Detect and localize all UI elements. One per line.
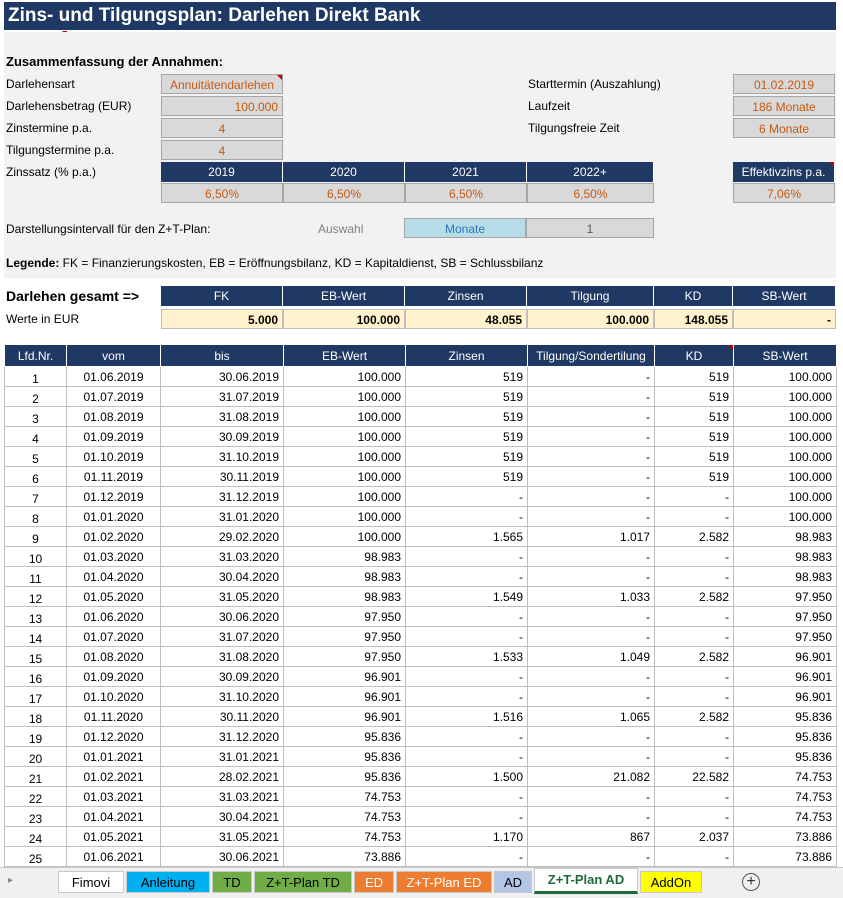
cell-kd[interactable]: - [655,487,734,507]
cell-bis[interactable]: 31.05.2021 [161,827,284,847]
cell-bis[interactable]: 30.11.2019 [161,467,284,487]
cell-tilgung[interactable]: - [528,487,655,507]
tilgungsfrei-field[interactable]: 6 Monate [733,118,835,138]
cell-sb[interactable]: 98.983 [734,527,837,547]
cell-sb[interactable]: 96.901 [734,687,837,707]
cell-vom[interactable]: 01.09.2019 [67,427,161,447]
schedule-body [5,367,837,867]
cell-lfd[interactable]: 5 [5,447,67,467]
cell-kd[interactable]: 2.582 [655,647,734,667]
cell-vom[interactable]: 01.04.2021 [67,807,161,827]
cell-eb[interactable]: 95.836 [284,727,406,747]
cell-zinsen[interactable]: 1.516 [406,707,528,727]
zinstermine-label: Zinstermine p.a. [6,121,93,135]
betrag-label: Darlehensbetrag (EUR) [6,99,132,113]
schedule-table [4,344,837,867]
cell-bis[interactable]: 30.04.2020 [161,567,284,587]
cell-eb[interactable]: 97.950 [284,607,406,627]
table-row [5,367,837,387]
cell-sb[interactable]: 73.886 [734,847,837,867]
cell-kd[interactable]: 519 [655,387,734,407]
cell-zinsen[interactable]: - [406,687,528,707]
cell-tilgung[interactable]: - [528,447,655,467]
cell-eb[interactable]: 100.000 [284,507,406,527]
cell-eb[interactable]: 100.000 [284,367,406,387]
cell-vom[interactable]: 01.08.2020 [67,647,161,667]
cell-bis[interactable]: 30.06.2021 [161,847,284,867]
summary-panel [4,32,836,278]
cell-lfd[interactable]: 4 [5,427,67,447]
table-row [5,487,837,507]
sheet-tab[interactable]: ED [354,871,394,893]
cell-vom[interactable]: 01.03.2021 [67,787,161,807]
cell-zinsen[interactable]: 1.533 [406,647,528,667]
cell-zinsen[interactable]: 519 [406,427,528,447]
cell-kd[interactable]: - [655,807,734,827]
auswahl-label: Auswahl [318,222,364,236]
totals-label: Darlehen gesamt => [6,288,140,304]
cell-lfd[interactable]: 1 [5,367,67,387]
cell-vom[interactable]: 01.01.2020 [67,507,161,527]
cell-kd[interactable]: - [655,747,734,767]
cell-zinsen[interactable]: - [406,747,528,767]
cell-eb[interactable]: 96.901 [284,707,406,727]
cell-tilgung[interactable]: - [528,807,655,827]
sheet-tab[interactable]: Z+T-Plan TD [254,871,352,893]
laufzeit-field[interactable]: 186 Monate [733,96,835,116]
cell-eb[interactable]: 100.000 [284,467,406,487]
cell-bis[interactable]: 31.12.2020 [161,727,284,747]
cell-zinsen[interactable]: - [406,847,528,867]
cell-vom[interactable]: 01.12.2020 [67,727,161,747]
cell-eb[interactable]: 100.000 [284,527,406,547]
cell-sb[interactable]: 97.950 [734,607,837,627]
cell-sb[interactable]: 74.753 [734,787,837,807]
col-header-tilgung: Tilgung/Sondertilung [528,345,655,367]
cell-vom[interactable]: 01.02.2021 [67,767,161,787]
table-row [5,567,837,587]
cell-tilgung[interactable]: 21.082 [528,767,655,787]
cell-sb[interactable]: 95.836 [734,727,837,747]
cell-tilgung[interactable]: - [528,787,655,807]
cell-eb[interactable]: 74.753 [284,827,406,847]
cell-zinsen[interactable]: 519 [406,467,528,487]
cell-vom[interactable]: 01.07.2020 [67,627,161,647]
totals-header-tilgung: Tilgung [527,286,654,306]
tilgungsfrei-label: Tilgungsfreie Zeit [528,121,620,135]
cell-lfd[interactable]: 15 [5,647,67,667]
cell-zinsen[interactable]: - [406,567,528,587]
cell-sb[interactable]: 100.000 [734,427,837,447]
sheet-tab[interactable]: AddOn [640,871,702,893]
year-header-2022: 2022+ [527,162,654,182]
totals-value-sb: - [733,309,836,329]
starttermin-label: Starttermin (Auszahlung) [528,77,661,91]
cell-bis[interactable]: 31.03.2020 [161,547,284,567]
cell-lfd[interactable]: 8 [5,507,67,527]
cell-vom[interactable]: 01.06.2021 [67,847,161,867]
cell-vom[interactable]: 01.06.2019 [67,367,161,387]
cell-lfd[interactable]: 24 [5,827,67,847]
schedule-header-row [5,345,837,367]
cell-zinsen[interactable]: 1.549 [406,587,528,607]
cell-kd[interactable]: - [655,507,734,527]
cell-tilgung[interactable]: 1.017 [528,527,655,547]
cell-bis[interactable]: 31.10.2020 [161,687,284,707]
cell-zinsen[interactable]: 519 [406,407,528,427]
cell-eb[interactable]: 100.000 [284,427,406,447]
darlehensart-label: Darlehensart [6,77,75,91]
cell-vom[interactable]: 01.09.2020 [67,667,161,687]
cell-tilgung[interactable]: 1.049 [528,647,655,667]
col-header-eb: EB-Wert [284,345,406,367]
cell-bis[interactable]: 31.08.2020 [161,647,284,667]
cell-vom[interactable]: 01.10.2020 [67,687,161,707]
table-row [5,747,837,767]
cell-zinsen[interactable]: - [406,787,528,807]
cell-tilgung[interactable]: - [528,427,655,447]
cell-lfd[interactable]: 20 [5,747,67,767]
zinssatz-label: Zinssatz (% p.a.) [6,165,97,179]
cell-eb[interactable]: 98.983 [284,547,406,567]
cell-kd[interactable]: 519 [655,367,734,387]
totals-header-fk: FK [161,286,283,306]
cell-eb[interactable]: 100.000 [284,487,406,507]
cell-sb[interactable]: 100.000 [734,407,837,427]
cell-eb[interactable]: 98.983 [284,587,406,607]
cell-bis[interactable]: 29.02.2020 [161,527,284,547]
totals-header-sb: SB-Wert [733,286,836,306]
cell-tilgung[interactable]: - [528,387,655,407]
cell-lfd[interactable]: 13 [5,607,67,627]
cell-eb[interactable]: 73.886 [284,847,406,867]
cell-tilgung[interactable]: - [528,687,655,707]
table-row [5,767,837,787]
cell-sb[interactable]: 100.000 [734,487,837,507]
cell-zinsen[interactable]: - [406,547,528,567]
cell-sb[interactable]: 96.901 [734,647,837,667]
col-header-lfd: Lfd.Nr. [5,345,67,367]
intervall-number[interactable]: 1 [526,218,654,238]
totals-value-eb: 100.000 [283,309,405,329]
cell-zinsen[interactable]: - [406,627,528,647]
col-header-bis: bis [161,345,284,367]
cell-sb[interactable]: 100.000 [734,467,837,487]
table-row [5,647,837,667]
year-header-2019: 2019 [161,162,283,182]
table-row [5,687,837,707]
cell-eb[interactable]: 74.753 [284,787,406,807]
cell-sb[interactable]: 97.950 [734,627,837,647]
cell-tilgung[interactable]: 867 [528,827,655,847]
table-row [5,607,837,627]
cell-bis[interactable]: 31.01.2021 [161,747,284,767]
sheet-tab[interactable]: Z+T-Plan AD [534,868,638,894]
col-header-sb: SB-Wert [734,345,837,367]
cell-zinsen[interactable]: - [406,507,528,527]
cell-vom[interactable]: 01.06.2020 [67,607,161,627]
cell-tilgung[interactable]: - [528,507,655,527]
rate-field-2020[interactable]: 6,50% [283,183,405,203]
sheet-tab[interactable]: Z+T-Plan ED [396,871,492,893]
sheet-tab-bar [0,867,843,898]
cell-tilgung[interactable]: - [528,847,655,867]
table-row [5,547,837,567]
cell-sb[interactable]: 100.000 [734,367,837,387]
rate-field-2022[interactable]: 6,50% [527,183,654,203]
table-row [5,807,837,827]
cell-vom[interactable]: 01.08.2019 [67,407,161,427]
cell-bis[interactable]: 30.11.2020 [161,707,284,727]
cell-vom[interactable]: 01.01.2021 [67,747,161,767]
cell-bis[interactable]: 30.09.2020 [161,667,284,687]
cell-lfd[interactable]: 23 [5,807,67,827]
totals-value-fk: 5.000 [161,309,283,329]
betrag-field[interactable]: 100.000 [161,96,283,116]
legende-text: FK = Finanzierungskosten, EB = Eröffnungsbilanz, KD = Kapitaldienst, SB = Schlussbilanz [59,256,544,270]
cell-kd[interactable]: - [655,547,734,567]
cell-eb[interactable]: 95.836 [284,767,406,787]
table-row [5,627,837,647]
cell-lfd[interactable]: 25 [5,847,67,867]
cell-kd[interactable]: - [655,667,734,687]
year-header-2020: 2020 [283,162,405,182]
cell-vom[interactable]: 01.05.2021 [67,827,161,847]
cell-lfd[interactable]: 7 [5,487,67,507]
cell-kd[interactable]: 22.582 [655,767,734,787]
cell-tilgung[interactable]: - [528,747,655,767]
cell-lfd[interactable]: 10 [5,547,67,567]
cell-sb[interactable]: 100.000 [734,447,837,467]
table-row [5,667,837,687]
totals-header-kd: KD [654,286,733,306]
legende-heading: Legende: [6,256,60,270]
cell-kd[interactable]: - [655,627,734,647]
cell-bis[interactable]: 31.05.2020 [161,587,284,607]
table-row [5,727,837,747]
table-row [5,827,837,847]
cell-tilgung[interactable]: 1.033 [528,587,655,607]
totals-value-tilgung: 100.000 [527,309,654,329]
cell-kd[interactable]: 2.037 [655,827,734,847]
cell-kd[interactable]: 519 [655,407,734,427]
table-row [5,447,837,467]
col-header-zinsen: Zinsen [406,345,528,367]
table-row [5,467,837,487]
table-row [5,847,837,867]
add-sheet-icon[interactable]: + [742,873,760,891]
intervall-label: Darstellungsintervall für den Z+T-Plan: [6,222,211,236]
cell-bis[interactable]: 31.07.2019 [161,387,284,407]
sheet-tab[interactable]: Fimovi [58,871,124,893]
cell-zinsen[interactable]: 519 [406,387,528,407]
cell-vom[interactable]: 01.05.2020 [67,587,161,607]
rate-field-2019[interactable]: 6,50% [161,183,283,203]
cell-eb[interactable]: 100.000 [284,387,406,407]
table-row [5,507,837,527]
totals-header-eb: EB-Wert [283,286,405,306]
cell-eb[interactable]: 95.836 [284,747,406,767]
cell-vom[interactable]: 01.11.2019 [67,467,161,487]
table-row [5,427,837,447]
cell-tilgung[interactable]: - [528,547,655,567]
cell-lfd[interactable]: 19 [5,727,67,747]
cell-lfd[interactable]: 6 [5,467,67,487]
cell-tilgung[interactable]: - [528,567,655,587]
cell-lfd[interactable]: 17 [5,687,67,707]
cell-eb[interactable]: 96.901 [284,687,406,707]
cell-sb[interactable]: 97.950 [734,587,837,607]
cell-bis[interactable]: 31.12.2019 [161,487,284,507]
legende [6,253,543,273]
starttermin-field[interactable]: 01.02.2019 [733,74,835,94]
tab-scroll-arrow-icon[interactable]: ▸ [8,875,14,886]
laufzeit-label: Laufzeit [528,99,571,113]
cell-kd[interactable]: - [655,607,734,627]
cell-lfd[interactable]: 2 [5,387,67,407]
cell-lfd[interactable]: 11 [5,567,67,587]
totals-value-zinsen: 48.055 [405,309,527,329]
table-row [5,407,837,427]
cell-tilgung[interactable]: - [528,607,655,627]
cell-bis[interactable]: 31.03.2021 [161,787,284,807]
cell-vom[interactable]: 01.04.2020 [67,567,161,587]
col-header-kd: KD [655,345,734,367]
cell-kd[interactable]: - [655,787,734,807]
cell-bis[interactable]: 31.10.2019 [161,447,284,467]
cell-sb[interactable]: 74.753 [734,767,837,787]
cell-bis[interactable]: 30.06.2020 [161,607,284,627]
cell-lfd[interactable]: 14 [5,627,67,647]
cell-eb[interactable]: 100.000 [284,447,406,467]
zinstermine-field[interactable]: 4 [161,118,283,138]
cell-kd[interactable]: - [655,687,734,707]
cell-tilgung[interactable]: - [528,367,655,387]
cell-zinsen[interactable]: - [406,607,528,627]
cell-kd[interactable]: 519 [655,427,734,447]
schedule-table-wrap [4,344,836,867]
cell-tilgung[interactable]: - [528,627,655,647]
sheet-tab[interactable]: TD [212,871,252,893]
cell-eb[interactable]: 100.000 [284,407,406,427]
cell-lfd[interactable]: 22 [5,787,67,807]
rate-field-2021[interactable]: 6,50% [405,183,527,203]
cell-kd[interactable]: - [655,847,734,867]
sheet-tab[interactable]: AD [494,871,532,893]
cell-vom[interactable]: 01.07.2019 [67,387,161,407]
cell-bis[interactable]: 30.06.2019 [161,367,284,387]
cell-vom[interactable]: 01.10.2019 [67,447,161,467]
table-row [5,527,837,547]
table-row [5,587,837,607]
cell-bis[interactable]: 31.01.2020 [161,507,284,527]
table-row [5,787,837,807]
cell-lfd[interactable]: 12 [5,587,67,607]
cell-zinsen[interactable]: 1.170 [406,827,528,847]
cell-lfd[interactable]: 18 [5,707,67,727]
cell-zinsen[interactable]: 1.500 [406,767,528,787]
cell-kd[interactable]: - [655,727,734,747]
sheet-title: Zins- und Tilgungsplan: Darlehen Direkt Bank [4,2,836,30]
cell-zinsen[interactable]: 1.565 [406,527,528,547]
cell-sb[interactable]: 74.753 [734,807,837,827]
cell-bis[interactable]: 31.07.2020 [161,627,284,647]
tilgungstermine-field[interactable]: 4 [161,140,283,160]
cell-zinsen[interactable]: - [406,727,528,747]
cell-sb[interactable]: 95.836 [734,747,837,767]
table-row [5,387,837,407]
cell-tilgung[interactable]: - [528,407,655,427]
cell-sb[interactable]: 95.836 [734,707,837,727]
cell-sb[interactable]: 100.000 [734,507,837,527]
cell-sb[interactable]: 98.983 [734,567,837,587]
totals-unit: Werte in EUR [6,312,80,326]
cell-kd[interactable]: 2.582 [655,587,734,607]
col-header-vom: vom [67,345,161,367]
cell-tilgung[interactable]: 1.065 [528,707,655,727]
effektivzins-header: Effektivzins p.a. [733,162,835,182]
cell-zinsen[interactable]: - [406,487,528,507]
table-row [5,707,837,727]
cell-eb[interactable]: 96.901 [284,667,406,687]
summary-heading: Zusammenfassung der Annahmen: [6,54,223,69]
cell-bis[interactable]: 30.09.2019 [161,427,284,447]
cell-kd[interactable]: 2.582 [655,707,734,727]
cell-tilgung[interactable]: - [528,667,655,687]
cell-lfd[interactable]: 3 [5,407,67,427]
sheet-tab[interactable]: Anleitung [126,871,210,893]
cell-lfd[interactable]: 9 [5,527,67,547]
cell-vom[interactable]: 01.11.2020 [67,707,161,727]
cell-eb[interactable]: 97.950 [284,627,406,647]
cell-zinsen[interactable]: - [406,807,528,827]
cell-zinsen[interactable]: 519 [406,447,528,467]
cell-kd[interactable]: 2.582 [655,527,734,547]
intervall-select[interactable]: Monate [404,218,526,238]
cell-eb[interactable]: 97.950 [284,647,406,667]
cell-lfd[interactable]: 21 [5,767,67,787]
cell-tilgung[interactable]: - [528,727,655,747]
cell-bis[interactable]: 30.04.2021 [161,807,284,827]
cell-sb[interactable]: 96.901 [734,667,837,687]
cell-zinsen[interactable]: 519 [406,367,528,387]
totals-value-kd: 148.055 [654,309,733,329]
cell-kd[interactable]: 519 [655,447,734,467]
cell-eb[interactable]: 74.753 [284,807,406,827]
darlehensart-field[interactable]: Annuitätendarlehen [161,74,283,94]
cell-eb[interactable]: 98.983 [284,567,406,587]
cell-tilgung[interactable]: - [528,467,655,487]
year-header-2021: 2021 [405,162,527,182]
tilgungstermine-label: Tilgungstermine p.a. [6,143,115,157]
cell-vom[interactable]: 01.02.2020 [67,527,161,547]
cell-kd[interactable]: 519 [655,467,734,487]
cell-sb[interactable]: 98.983 [734,547,837,567]
cell-vom[interactable]: 01.03.2020 [67,547,161,567]
totals-header-zinsen: Zinsen [405,286,527,306]
cell-sb[interactable]: 73.886 [734,827,837,847]
cell-sb[interactable]: 100.000 [734,387,837,407]
cell-bis[interactable]: 31.08.2019 [161,407,284,427]
cell-zinsen[interactable]: - [406,667,528,687]
cell-kd[interactable]: - [655,567,734,587]
cell-bis[interactable]: 28.02.2021 [161,767,284,787]
cell-lfd[interactable]: 16 [5,667,67,687]
cell-vom[interactable]: 01.12.2019 [67,487,161,507]
effektivzins-value: 7,06% [733,183,835,203]
